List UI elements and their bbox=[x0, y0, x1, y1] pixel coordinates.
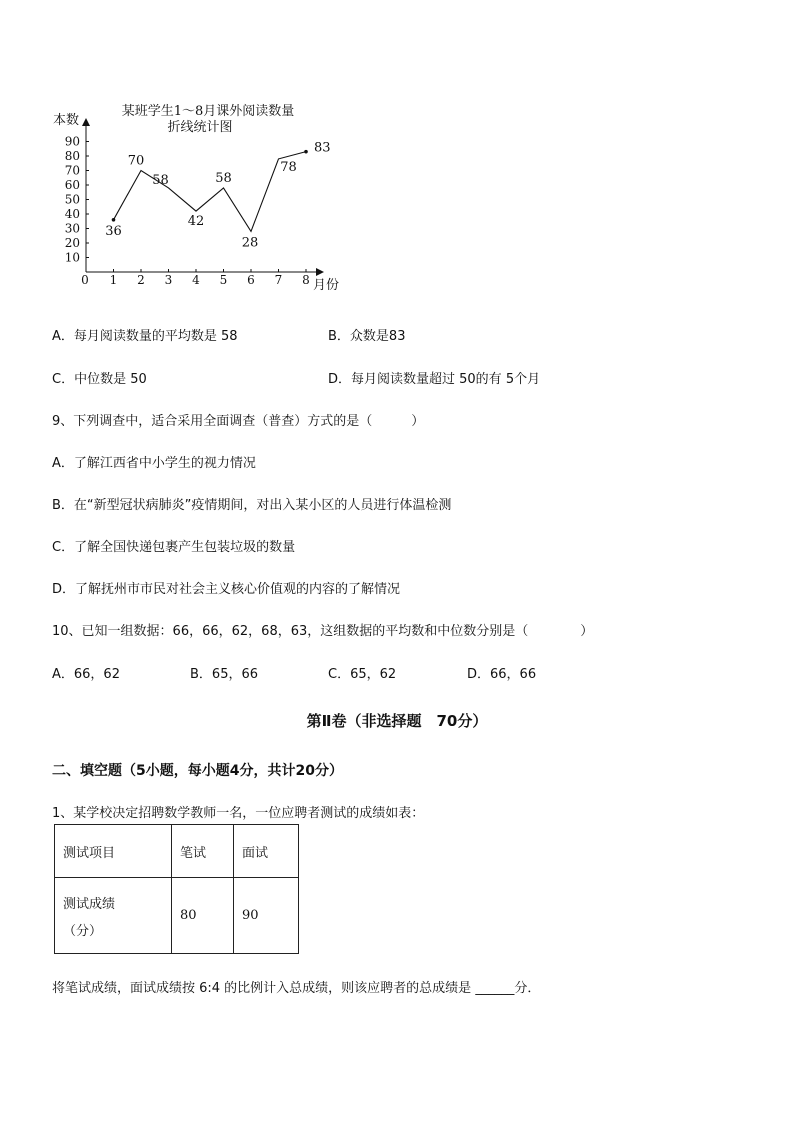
q9-option-c: C．了解全国快递包裹产生包装垃圾的数量 bbox=[52, 540, 296, 555]
x-tick-label: 4 bbox=[192, 273, 200, 287]
q10-option-b: B．65，66 bbox=[190, 667, 259, 682]
reading-line-chart bbox=[50, 98, 350, 298]
q8-option-c: C．中位数是 50 bbox=[52, 372, 147, 387]
fill1-stem: 1、某学校决定招聘数学教师一名，一位应聘者测试的成绩如表： bbox=[52, 806, 425, 821]
data-label: 83 bbox=[314, 140, 331, 156]
q9-stem: 9、下列调查中，适合采用全面调查（普查）方式的是（ ） bbox=[52, 414, 425, 429]
y-tick-labels bbox=[65, 135, 89, 265]
part2-title: 第Ⅱ卷（非选择题 70分） bbox=[306, 712, 488, 730]
q10-option-a: A．66，62 bbox=[52, 667, 120, 682]
data-label: 58 bbox=[215, 170, 232, 186]
y-tick-label: 10 bbox=[64, 250, 80, 265]
q9-option-d: D．了解抚州市市民对社会主义核心价值观的内容的了解情况 bbox=[52, 582, 401, 597]
y-tick-label: 20 bbox=[64, 236, 80, 250]
data-label: 70 bbox=[127, 153, 145, 169]
section-title: 二、填空题（5小题，每小题4分，共计20分） bbox=[52, 763, 343, 779]
table-row-label bbox=[55, 878, 172, 954]
data-labels bbox=[105, 141, 330, 251]
y-tick-label: 90 bbox=[64, 134, 80, 149]
table-header-item: 测试项目 bbox=[55, 825, 172, 878]
y-tick-label: 50 bbox=[64, 192, 80, 207]
data-label: 58 bbox=[152, 172, 169, 188]
y-tick-label: 60 bbox=[64, 178, 80, 192]
table-header-written: 笔试 bbox=[172, 825, 234, 878]
data-label: 78 bbox=[280, 159, 297, 175]
chart-title-line-2: 折线统计图 bbox=[167, 120, 233, 135]
x-tick-label: 5 bbox=[219, 273, 228, 287]
y-axis-arrow bbox=[82, 118, 90, 126]
y-tick-label: 30 bbox=[64, 221, 80, 236]
y-tick-label: 70 bbox=[64, 163, 80, 178]
x-tick-label: 1 bbox=[109, 273, 118, 287]
y-axis-label: 本数 bbox=[53, 113, 80, 128]
q10-stem: 10、已知一组数据：66，66，62，68，63，这组数据的平均数和中位数分别是（ ） bbox=[52, 624, 594, 639]
written-score: 80 bbox=[172, 878, 234, 954]
x-tick-label: 7 bbox=[274, 273, 283, 287]
data-label: 28 bbox=[241, 235, 259, 251]
table-header-interview: 面试 bbox=[234, 825, 299, 878]
interview-score: 90 bbox=[234, 878, 299, 954]
q8-option-a: A．每月阅读数量的平均数是 58 bbox=[52, 329, 238, 344]
data-point bbox=[304, 150, 308, 154]
x-axis-label: 月份 bbox=[313, 278, 340, 293]
x-tick-label: 2 bbox=[137, 273, 145, 287]
y-tick-label: 80 bbox=[64, 149, 80, 163]
q9-option-a: A．了解江西省中小学生的视力情况 bbox=[52, 456, 256, 471]
score-table bbox=[54, 824, 299, 954]
y-tick-label: 40 bbox=[64, 207, 80, 221]
x-tick-label: 6 bbox=[247, 273, 255, 287]
origin-label: 0 bbox=[81, 273, 89, 287]
chart-title-line-1: 某班学生1～8月课外阅读数量 bbox=[121, 104, 295, 119]
q9-option-b: B．在“新型冠状病肺炎”疫情期间，对出入某小区的人员进行体温检测 bbox=[52, 498, 452, 513]
q10-option-c: C．65，62 bbox=[328, 667, 397, 682]
x-tick-label: 8 bbox=[302, 273, 310, 287]
q8-option-d: D．每月阅读数量超过 50的有 5个月 bbox=[328, 372, 541, 387]
data-label: 36 bbox=[105, 223, 122, 239]
data-label: 42 bbox=[187, 214, 205, 230]
table-row bbox=[55, 878, 299, 954]
fill1-question-text: 将笔试成绩，面试成绩按 6:4 的比例计入总成绩，则该应聘者的总成绩是 ______分． bbox=[52, 981, 541, 996]
q10-option-d: D．66，66 bbox=[467, 667, 537, 682]
q8-option-b: B．众数是83 bbox=[328, 329, 406, 344]
data-point bbox=[112, 218, 116, 222]
row-label-line-1: 测试成绩 bbox=[63, 896, 116, 912]
row-label-line-2: （分） bbox=[63, 923, 103, 939]
table-header-row bbox=[55, 825, 299, 878]
x-tick-label: 3 bbox=[164, 273, 173, 287]
x-axis-arrow bbox=[316, 268, 324, 276]
